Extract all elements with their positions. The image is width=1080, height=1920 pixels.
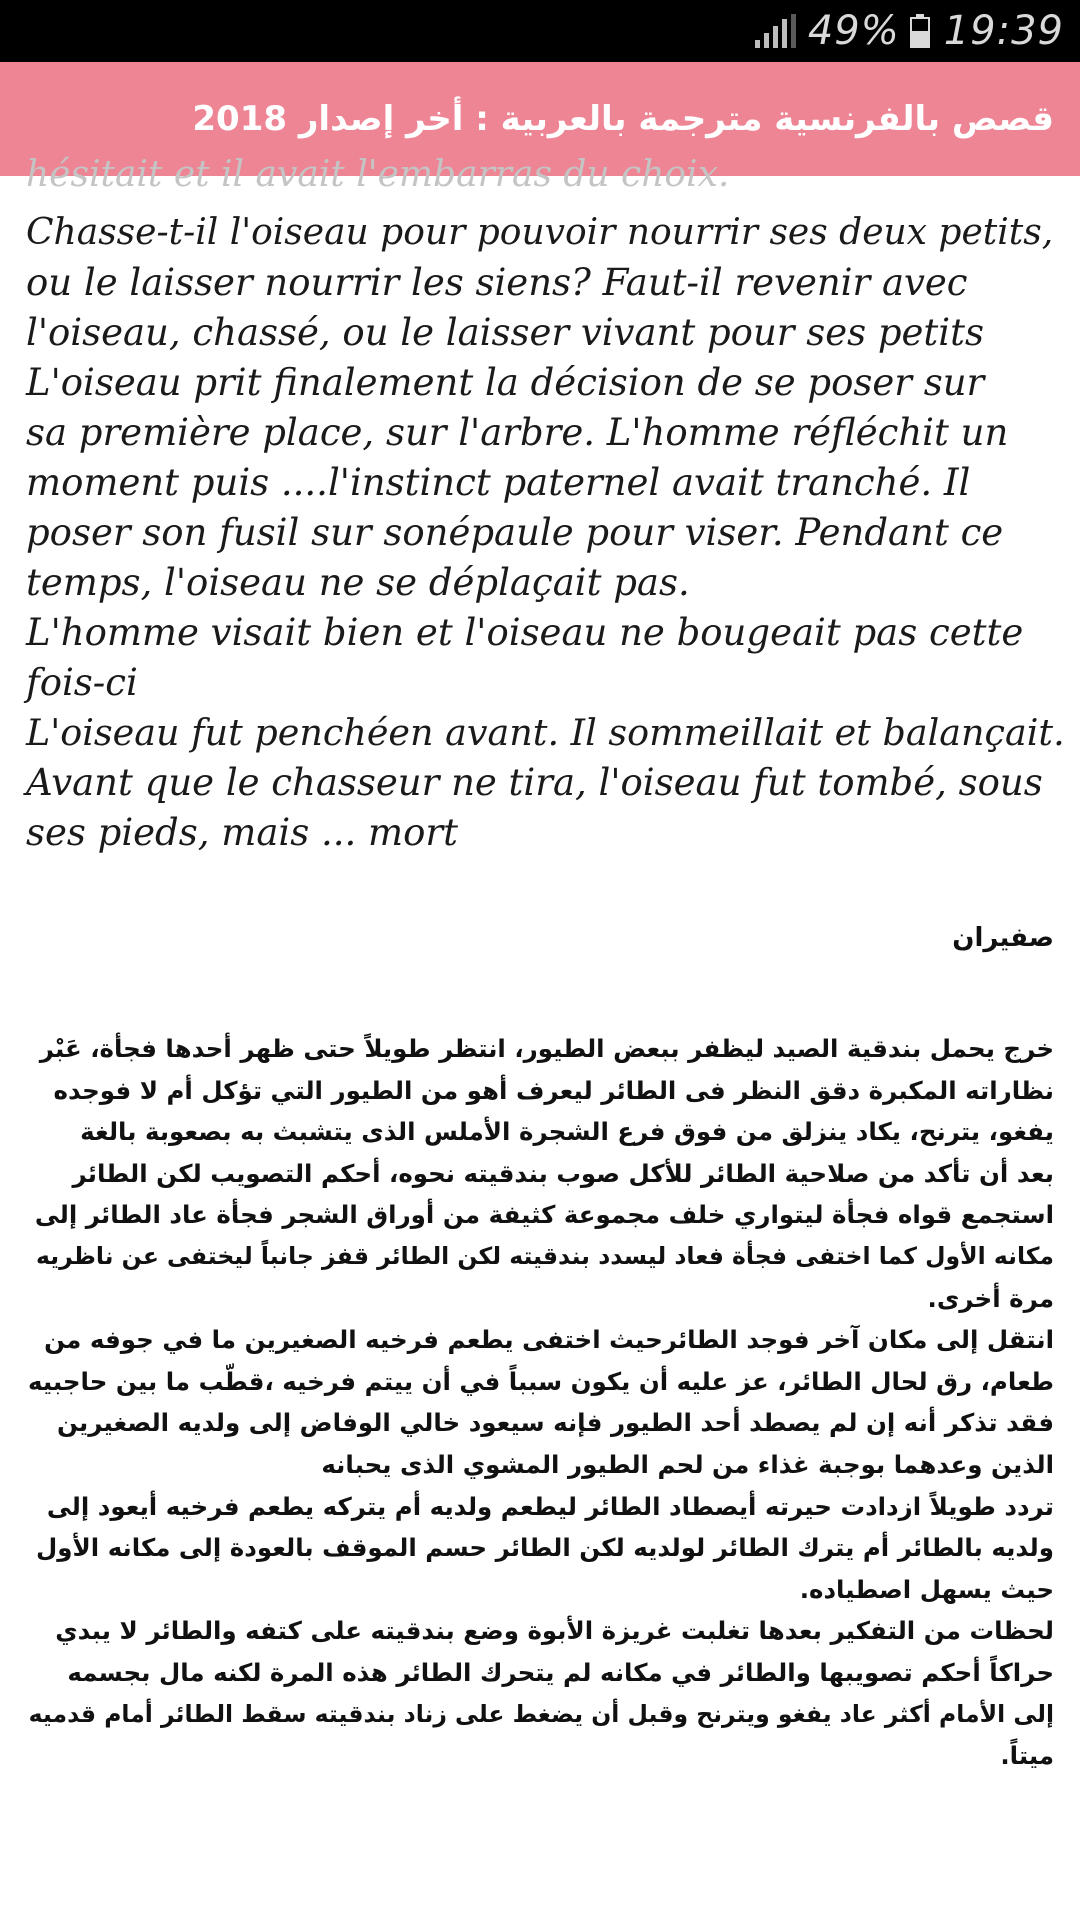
french-line: moment puis ....l'instinct paternel avait tranché. Il — [26, 461, 971, 504]
arabic-line: تردد طويلاً ازدادت حيرته أيصطاد الطائر ليطعم ولديه أم يتركه يطعم فرخيه أيعود إلى — [46, 1491, 1054, 1521]
arabic-line: مرة أخرى. — [927, 1283, 1054, 1313]
french-line: ou le laisser nourrir les siens? Faut-il revenir avec — [26, 261, 968, 304]
french-line: ses pieds, mais ... mort — [26, 811, 458, 854]
french-line: Avant que le chasseur ne tira, l'oiseau fut tombé, sous — [26, 761, 1043, 804]
arabic-line: ميتاً. — [1000, 1741, 1054, 1771]
app-title: قصص بالفرنسية مترجمة بالعربية : أخر إصدار 2018 — [192, 99, 1054, 139]
arabic-line: إلى الأمام أكثر عاد يفغو ويترنح وقبل أن يضغط على زناد بندقيته سقط الطائر أمام قدميه — [28, 1699, 1054, 1728]
arabic-story — [26, 912, 1054, 1777]
status-bar — [0, 0, 1080, 62]
french-line: fois-ci — [26, 661, 138, 704]
partially-scrolled-line: hésitait et il avait l'embarras du choix. — [26, 154, 730, 195]
arabic-line: انتقل إلى مكان آخر فوجد الطائرحيث اختفى يطعم فرخيه الصغيرين ما في جوفه من — [44, 1325, 1054, 1355]
arabic-line: مكانه الأول كما اختفى فجأة فعاد ليسدد بندقيته لكن الطائر قفز جانباً ليختفى عن ناظريه — [36, 1241, 1054, 1270]
french-line: temps, l'oiseau ne se déplaçait pas. — [26, 561, 690, 604]
french-line: l'oiseau, chassé, ou le laisser vivant pour ses petits — [26, 311, 984, 354]
battery-percentage: 49% — [807, 8, 900, 54]
clock: 19:39 — [943, 8, 1064, 54]
signal-icon — [755, 14, 796, 48]
arabic-line: فقد تذكر أنه إن لم يصطد أحد الطيور فإنه سيعود خالي الوفاض إلى ولديه الصغيرين — [57, 1408, 1054, 1438]
arabic-line: حيث يسهل اصطياده. — [799, 1574, 1054, 1604]
french-line: L'oiseau fut penchéen avant. Il sommeillait et balançait. — [26, 711, 1065, 754]
french-line: L'homme visait bien et l'oiseau ne bougeait pas cette — [26, 611, 1024, 654]
battery-icon — [910, 14, 930, 48]
arabic-line: الذين وعدهما بوجبة غذاء من لحم الطيور المشوي الذى يحبانه — [321, 1449, 1054, 1479]
arabic-story-title: صفيران — [952, 923, 1054, 953]
arabic-line: خرج يحمل بندقية الصيد ليظفر ببعض الطيور، انتظر طويلاً حتى ظهر أحدها فجأة، عَبْر — [39, 1034, 1054, 1063]
french-line: L'oiseau prit finalement la décision de se poser sur — [26, 361, 985, 404]
arabic-line: لحظات من التفكير بعدها تغلبت غريزة الأبوة وضع بندقيته على كتفه والطائر لا يبدي — [55, 1616, 1054, 1646]
french-line: sa première place, sur l'arbre. L'homme réfléchit un — [26, 411, 1009, 454]
arabic-line: طعام، رق لحال الطائر، عز عليه أن يكون سبباً في أن ييتم فرخيه ،قطّب ما بين حاجبيه — [28, 1366, 1054, 1396]
story-content[interactable] — [0, 154, 1080, 1920]
french-line: poser son fusil sur sonépaule pour viser. Pendant ce — [26, 511, 1004, 554]
arabic-line: بعد أن تأكد من صلاحية الطائر للأكل صوب بندقيته نحوه، أحكم التصويب لكن الطائر — [72, 1158, 1054, 1188]
arabic-line: استجمع قواه فجأة ليتواري خلف مجموعة كثيفة من أوراق الشجر فجأة عاد الطائر إلى — [34, 1200, 1054, 1230]
french-story — [26, 208, 1066, 858]
arabic-line: حراكاً أحكم تصويبها والطائر في مكانه لم يتحرك الطائر هذه المرة لكنه مال بجسمه — [67, 1657, 1054, 1687]
arabic-line: ولديه بالطائر أم يترك الطائر لولديه لكن الطائر حسم الموقف بالعودة إلى مكانه الأول — [36, 1533, 1054, 1563]
french-line: Chasse-t-il l'oiseau pour pouvoir nourrir ses deux petits, — [26, 212, 1054, 253]
arabic-line: نظاراته المكبرة دقق النظر فى الطائر ليعرف أهو من الطيور التي تؤكل أم لا فوجده — [53, 1075, 1054, 1105]
arabic-line: يفغو، يترنح، يكاد ينزلق من فوق فرع الشجرة الأملس الذى يتشبث به بصعوبة بالغة — [80, 1117, 1054, 1147]
